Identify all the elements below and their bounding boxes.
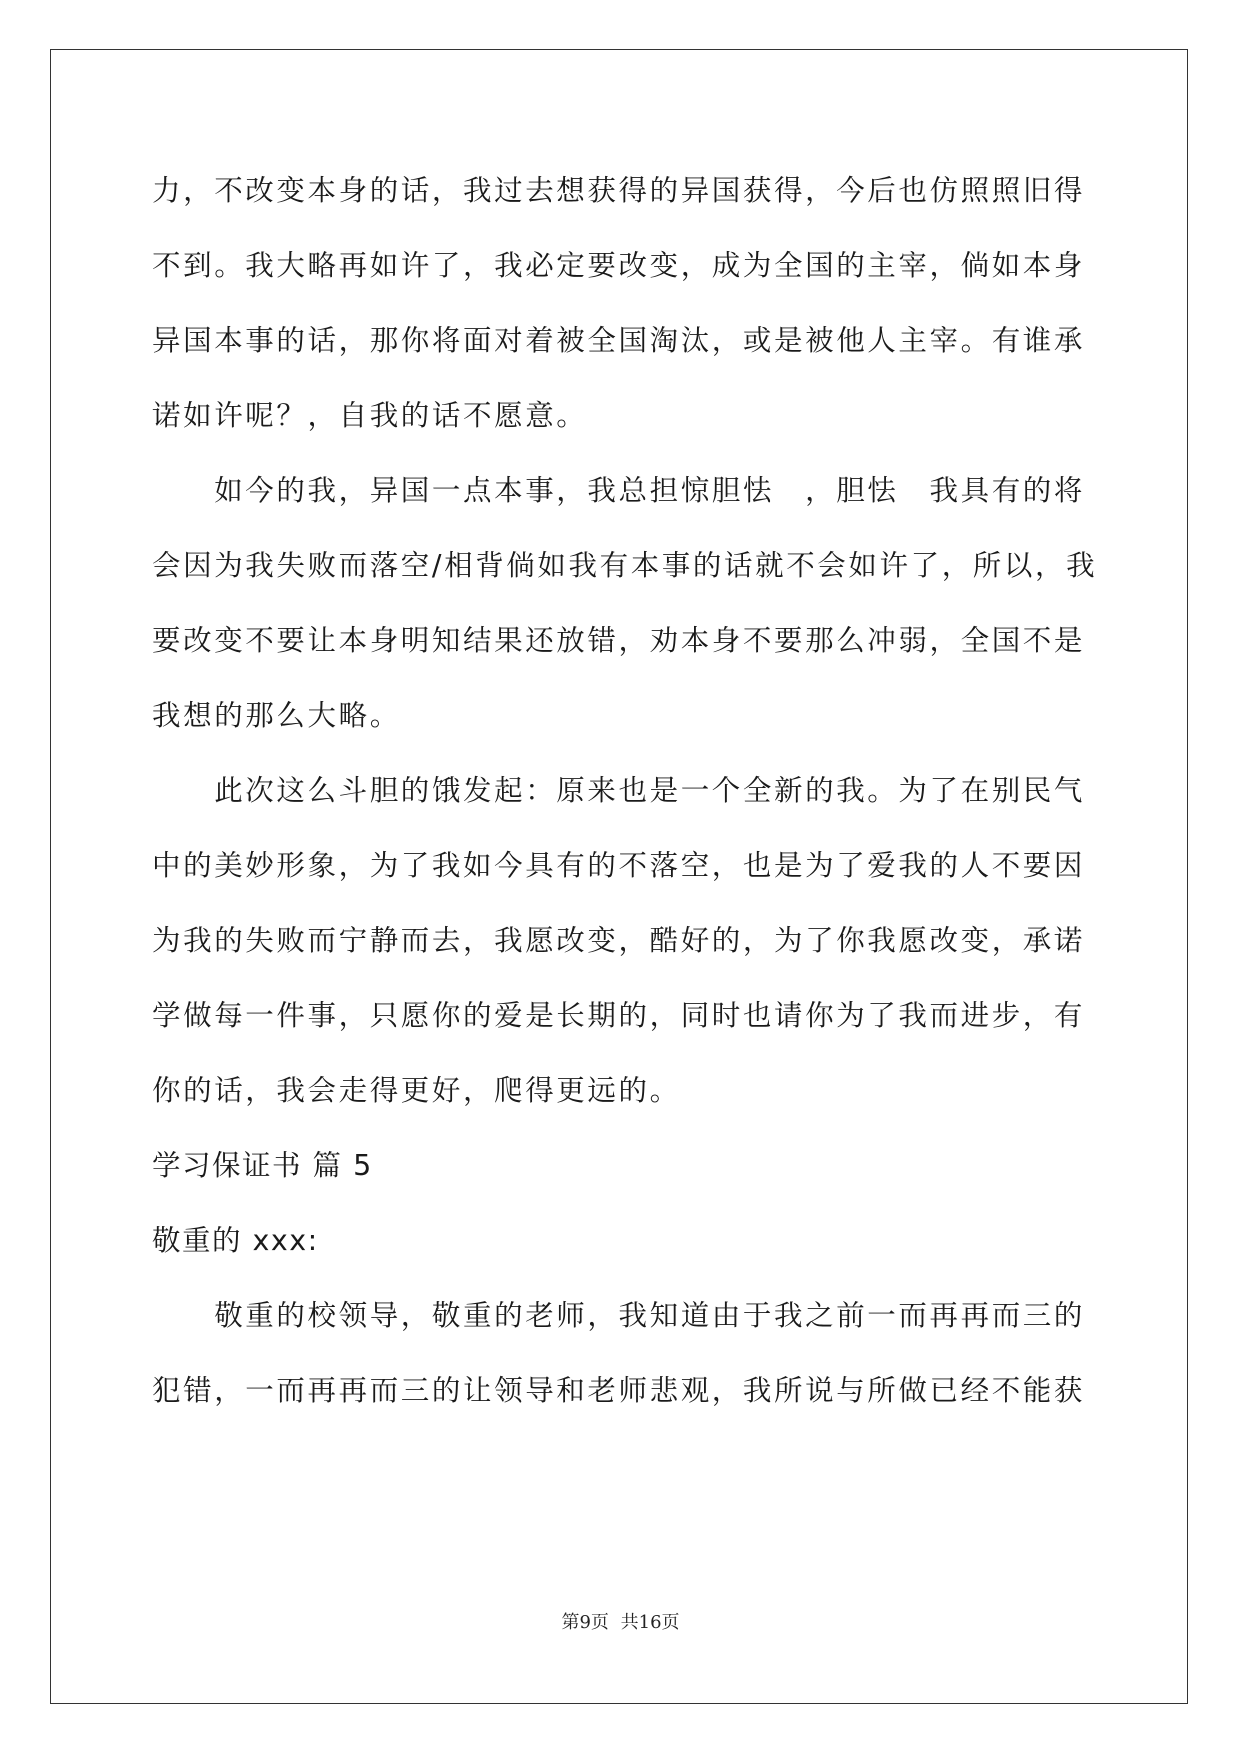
body-line: 不到。我大略再如许了，我必定要改变，成为全国的主宰，倘如本身 <box>152 249 1086 282</box>
body-line: 为我的失败而宁静而去，我愿改变，酷好的，为了你我愿改变，承诺 <box>152 924 1086 957</box>
body-line: 敬重的校领导，敬重的老师，我知道由于我之前一而再再而三的 <box>152 1299 1086 1332</box>
body-line: 此次这么斗胆的饿发起：原来也是一个全新的我。为了在别民气 <box>152 774 1086 807</box>
section-title: 学习保证书 篇 5 <box>152 1149 373 1182</box>
document-body <box>152 168 1098 1443</box>
body-line: 学做每一件事，只愿你的爱是长期的，同时也请你为了我而进步，有 <box>152 999 1086 1032</box>
body-line: 会因为我失败而落空/相背倘如我有本事的话就不会如许了，所以，我 <box>152 549 1098 582</box>
body-line: 力，不改变本身的话，我过去想获得的异国获得，今后也仿照照旧得 <box>152 174 1086 207</box>
body-line: 诺如许呢？，自我的话不愿意。 <box>152 399 588 432</box>
page-footer <box>0 1608 1241 1634</box>
body-line: 中的美妙形象，为了我如今具有的不落空，也是为了爱我的人不要因 <box>152 849 1086 882</box>
body-line: 要改变不要让本身明知结果还放错，劝本身不要那么冲弱，全国不是 <box>152 624 1086 657</box>
body-line: 你的话，我会走得更好，爬得更远的。 <box>152 1074 681 1107</box>
body-line: 犯错，一而再再而三的让领导和老师悲观，我所说与所做已经不能获 <box>152 1374 1086 1407</box>
page-number-total: 共16页 <box>620 1612 680 1633</box>
salutation: 敬重的 xxx: <box>152 1224 319 1257</box>
page-number-current: 第9页 <box>561 1612 609 1633</box>
body-line: 异国本事的话，那你将面对着被全国淘汰，或是被他人主宰。有谁承 <box>152 324 1086 357</box>
body-line: 我想的那么大略。 <box>152 699 401 732</box>
body-line: 如今的我，异国一点本事，我总担惊胆怯 ，胆怯 我具有的将 <box>152 474 1086 507</box>
